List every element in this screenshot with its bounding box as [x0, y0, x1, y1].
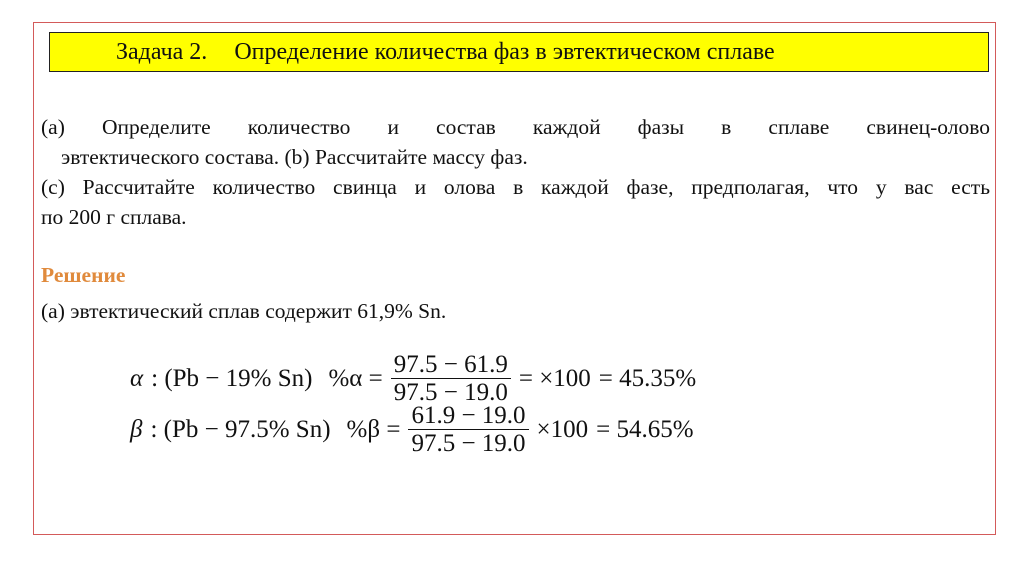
alpha-result: = 45.35% [598, 364, 697, 392]
problem-line-2: эвтектического состава. (b) Рассчитайте массу фаз. [61, 145, 528, 169]
problem-line-3: (c) Рассчитайте количество свинца и олова в каждой фазе, предполагая, что у вас есть [41, 175, 990, 199]
alpha-symbol: α [130, 364, 144, 392]
formula-beta [130, 403, 694, 456]
formula-alpha [130, 352, 696, 405]
problem-statement [41, 112, 990, 232]
alpha-denominator: 97.5 − 19.0 [393, 379, 508, 406]
title-box [49, 32, 989, 72]
beta-denominator: 97.5 − 19.0 [411, 430, 526, 457]
solution-line-a: (a) эвтектический сплав содержит 61,9% Sn. [41, 299, 447, 323]
beta-operator: ×100 [536, 415, 589, 443]
beta-phase-desc: : (Pb − 97.5% Sn) [150, 415, 331, 443]
task-number: Задача 2. [116, 38, 208, 65]
alpha-fraction [391, 352, 511, 405]
beta-result: = 54.65% [596, 415, 694, 443]
alpha-phase-desc: : (Pb − 19% Sn) [151, 364, 313, 392]
solution-heading: Решение [41, 263, 126, 287]
alpha-numerator: 97.5 − 61.9 [391, 352, 511, 379]
problem-line-1: (a) Определите количество и состав каждой фазы в сплаве свинец-олово [41, 115, 990, 139]
alpha-percent-label: %α = [328, 364, 383, 392]
beta-numerator: 61.9 − 19.0 [408, 403, 528, 430]
slide-frame [33, 22, 996, 535]
beta-percent-label: %β = [346, 415, 401, 443]
beta-symbol: β [130, 415, 143, 443]
alpha-operator: = ×100 [518, 364, 591, 392]
beta-fraction [408, 403, 528, 456]
problem-line-4: по 200 г сплава. [41, 205, 187, 229]
task-title: Определение количества фаз в эвтектическом сплаве [234, 38, 775, 65]
